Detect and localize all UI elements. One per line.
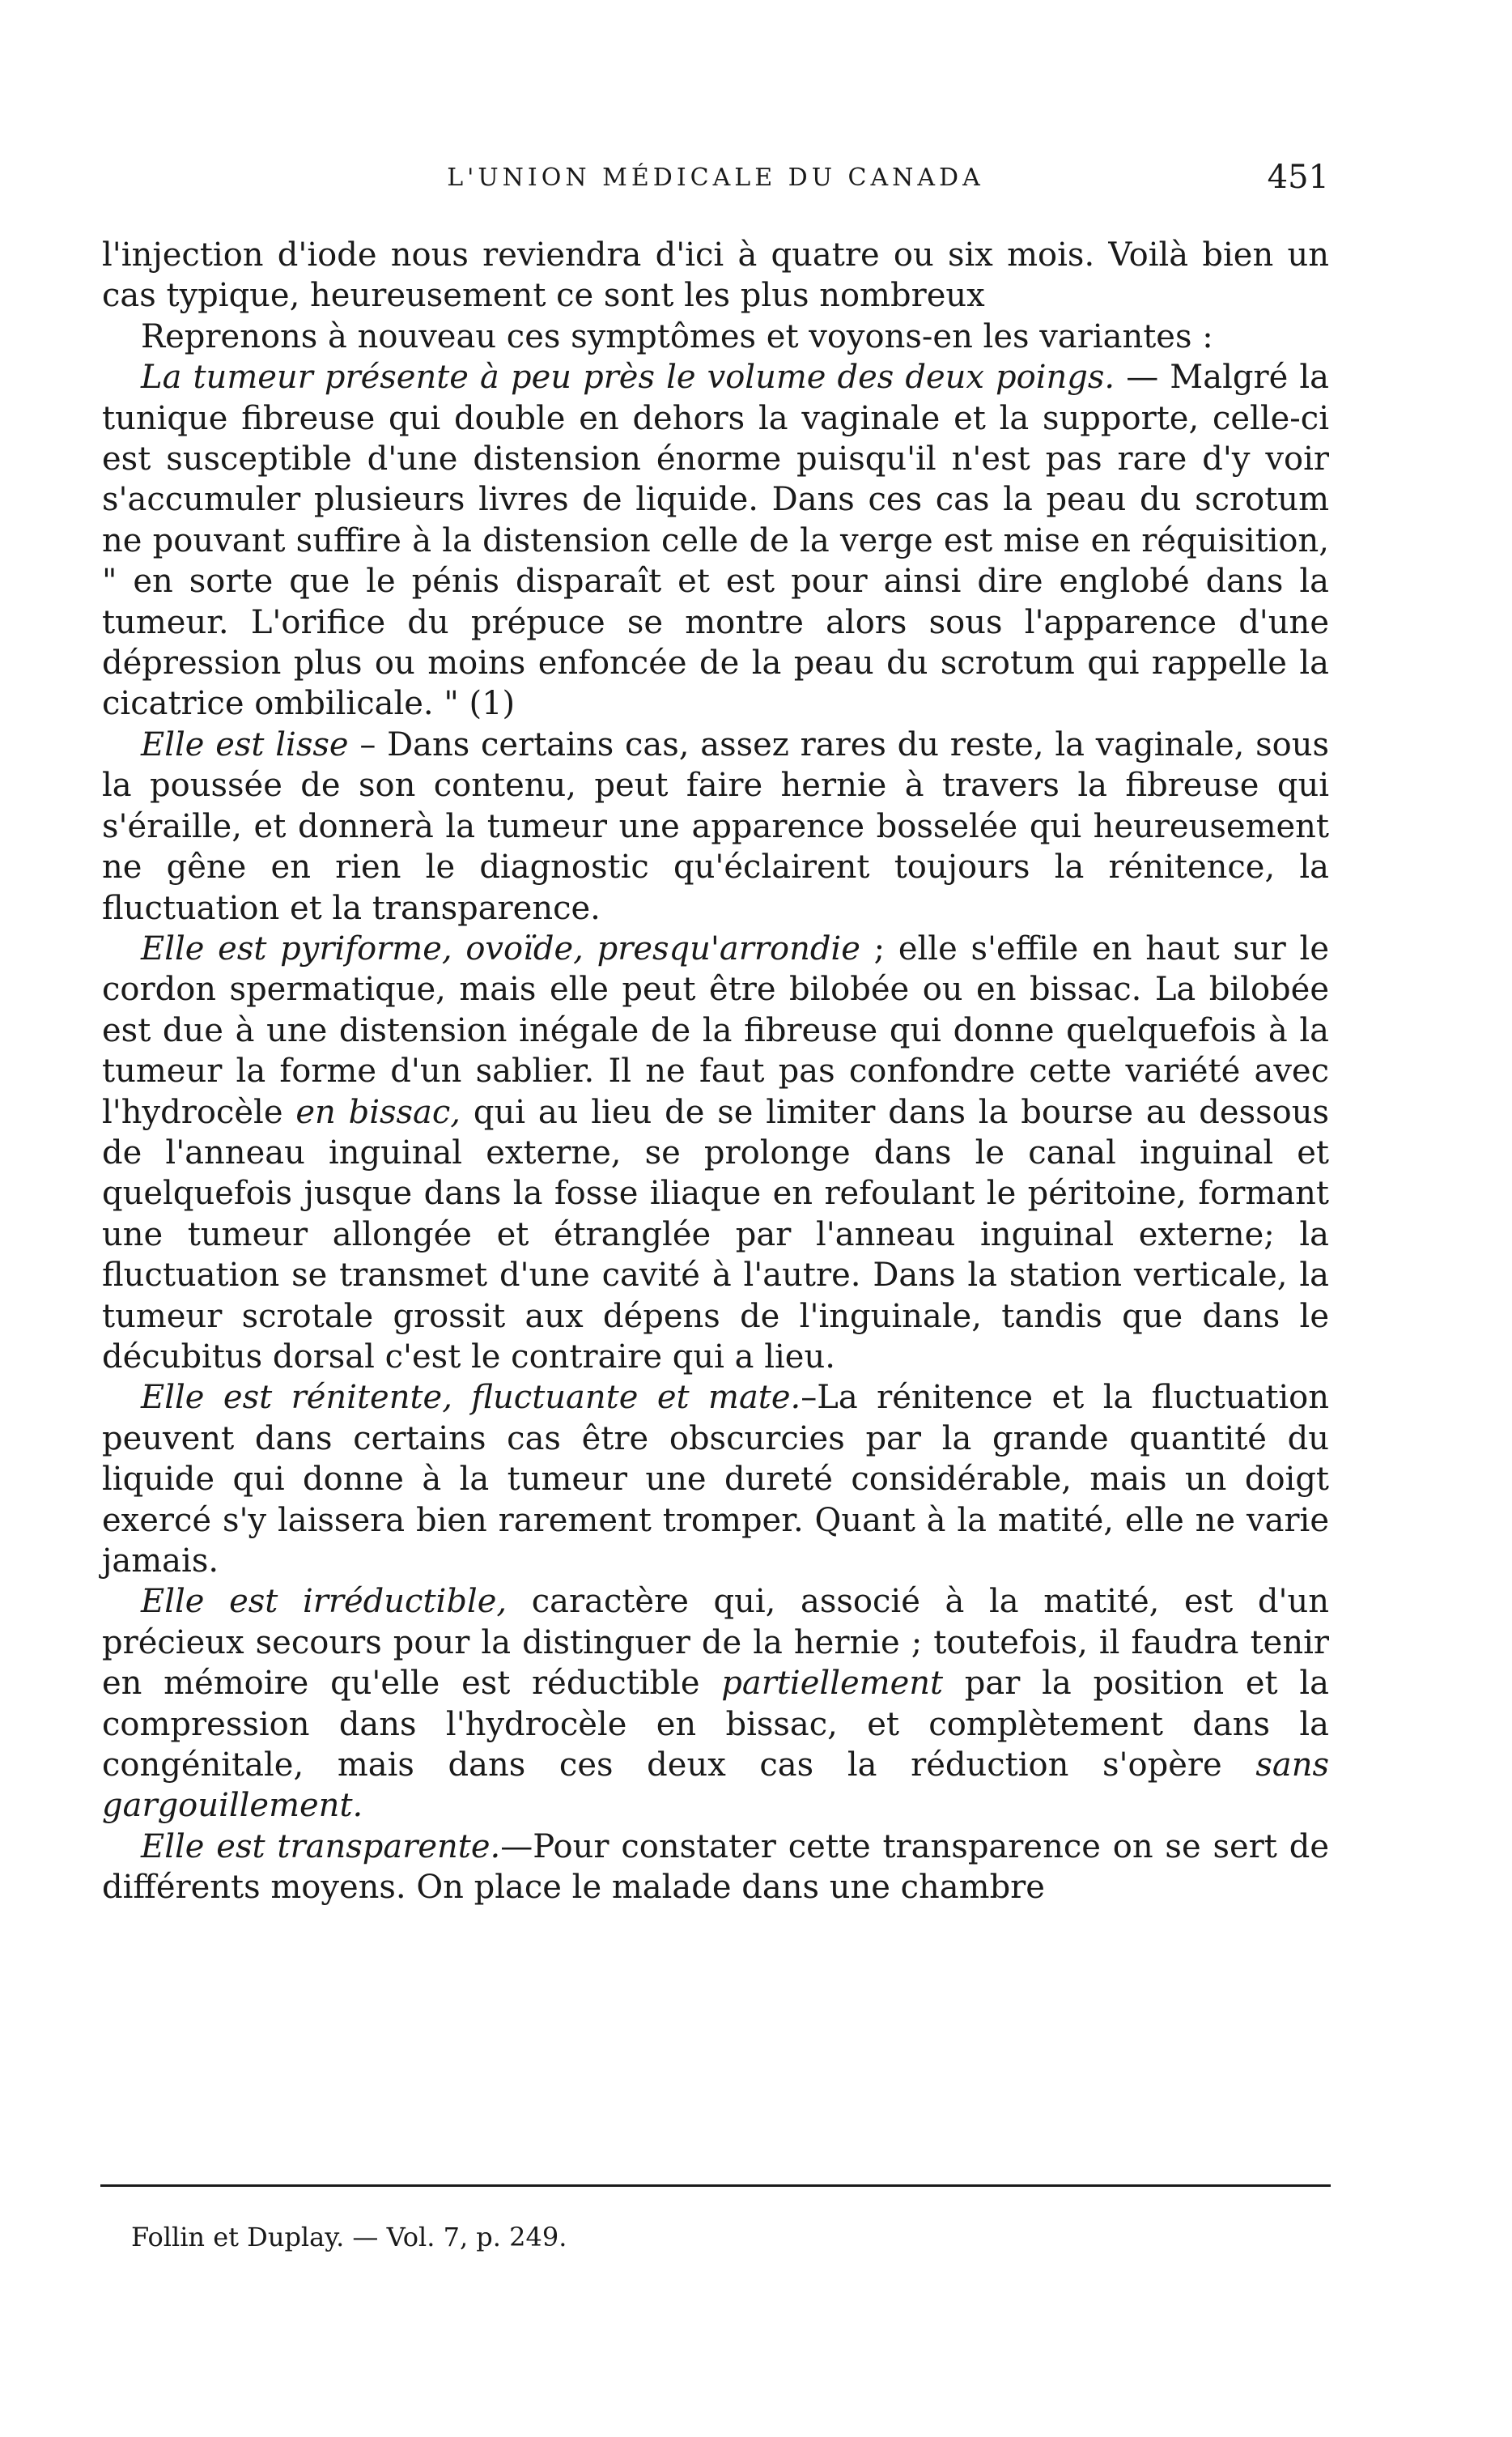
page-number: 451 — [1267, 159, 1329, 196]
paragraph-text: caractère qui, associé à la matité, est d'un précieux secours pour la distinguer de la hernie ; toutefois, il faudra tenir en mémoire qu'elle est réductible — [102, 1583, 1329, 1703]
paragraph — [102, 357, 1329, 725]
paragraph — [102, 317, 1329, 357]
emphasis-text: en bissac, — [295, 1093, 461, 1131]
paragraph-text: par la position et la compression dans l'hydrocèle en bissac, et complètement dans la congénitale, mais dans ces deux cas la réduction s'opère — [102, 1665, 1329, 1784]
paragraph — [102, 1827, 1329, 1908]
paragraph — [102, 235, 1329, 317]
paragraph-lead: Elle est irréductible, — [141, 1583, 508, 1621]
paragraph-lead: Elle est pyriforme, ovoïde, presqu'arrondie — [141, 929, 860, 968]
paragraph — [102, 1581, 1329, 1826]
emphasis-text: partiellement — [721, 1665, 944, 1703]
footnote: Follin et Duplay. — Vol. 7, p. 249. — [131, 2222, 567, 2252]
paragraph-text: Reprenons à nouveau ces symptômes et voyons-en les variantes : — [141, 317, 1213, 355]
paragraph-text: qui au lieu de se limiter dans la bourse au dessous de l'anneau inguinal externe, se prolonge dans le canal inguinal et quelquefois jusque dans la fosse iliaque en refoulant le péritoine, formant une tumeur allongée et étranglée par l'anneau inguinal externe; la fluctuation se transmet d'une cavité à l'autre. Dans la station verticale, la tumeur scrotale grossit aux dépens de l'inguinale, tandis que dans le décubitus dorsal c'est le contraire qui a lieu. — [102, 1093, 1329, 1376]
body-text — [102, 235, 1329, 1908]
paragraph — [102, 725, 1329, 929]
running-title: L'UNION MÉDICALE DU CANADA — [447, 164, 984, 192]
paragraph — [102, 1377, 1329, 1581]
page-header — [102, 159, 1329, 207]
paragraph-lead: Elle est transparente. — [141, 1827, 501, 1865]
paragraph-text: – Dans certains cas, assez rares du reste, la vaginale, sous la poussée de son contenu, peut faire hernie à travers la fibreuse qui s'éraille, et donnerà la tumeur une apparence bosselée qui heureusement ne gêne en rien le diagnostic qu'éclairent toujours la rénitence, la fluctuation et la transparence. — [102, 725, 1329, 927]
paragraph-text: —Pour constater cette transparence on se sert de différents moyens. On place le malade dans une chambre — [102, 1827, 1329, 1907]
paragraph-text: l'injection d'iode nous reviendra d'ici à quatre ou six mois. Voilà bien un cas typique, heureusement ce sont les plus nombreux — [102, 236, 1329, 315]
paragraph-text: ; elle s'effile en haut sur le cordon spermatique, mais elle peut être bilobée ou en bissac. La bilobée est due à une distension inégale de la fibreuse qui donne quelquefois à la tumeur la forme d'un sablier. Il ne faut pas confondre cette variété avec l'hydrocèle — [102, 929, 1329, 1131]
paragraph-text: — Malgré la tunique fibreuse qui double en dehors la vaginale et la supporte, celle-ci est susceptible d'une distension énorme puisqu'il n'est pas rare d'y voir s'accumuler plusieurs livres de liquide. Dans ces cas la peau du scrotum ne pouvant suffire à la distension celle de la verge est mise en réquisition, " en sorte que le pénis disparaît et est pour ainsi dire englobé dans la tumeur. L'orifice du prépuce se montre alors sous l'apparence d'une dépression plus ou moins enfoncée de la peau du scrotum qui rappelle la cicatrice ombilicale. " (1) — [102, 359, 1330, 723]
paragraph-text: –La rénitence et la fluctuation peuvent dans certains cas être obscurcies par la grande quantité du liquide qui donne à la tumeur une dureté considérable, mais un doigt exercé s'y laissera bien rarement tromper. Quant à la matité, elle ne varie jamais. — [102, 1379, 1330, 1580]
footnote-divider — [100, 2184, 1331, 2187]
paragraph-lead: La tumeur présente à peu près le volume des deux poings. — [141, 359, 1115, 397]
emphasis-text: sans gargouillement. — [102, 1746, 1329, 1825]
paragraph-lead: Elle est lisse — [141, 725, 349, 763]
paragraph — [102, 929, 1329, 1377]
paragraph-lead: Elle est rénitente, fluctuante et mate. — [141, 1379, 801, 1417]
